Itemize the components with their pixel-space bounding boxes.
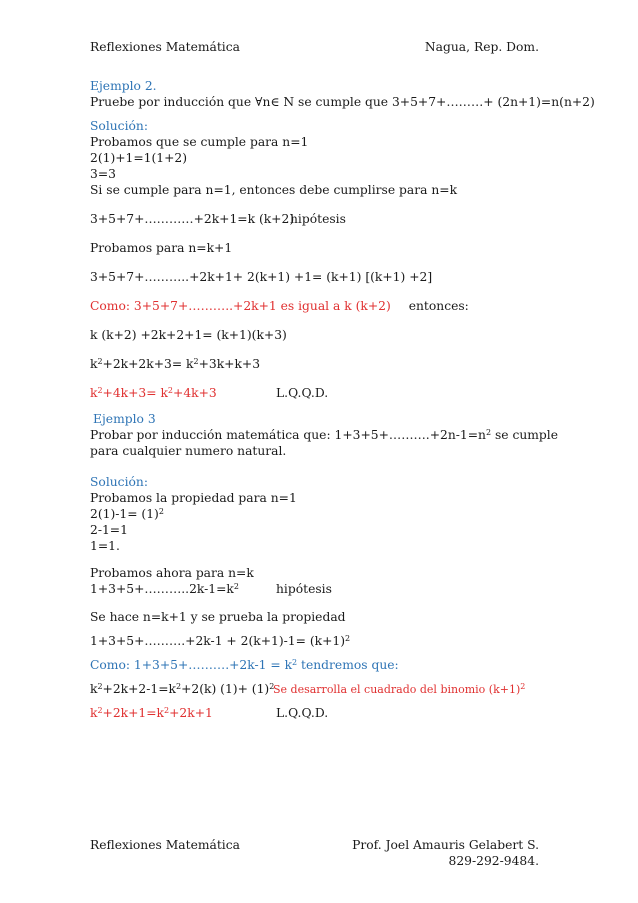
ex2-line9: k (k+2) +2k+2+1= (k+1)(k+3)	[90, 328, 287, 342]
sup: 2	[97, 706, 103, 715]
ex3-l11-c: +2k+1	[169, 706, 213, 720]
ex3-line7: Se hace n=k+1 y se prueba la propiedad	[90, 610, 346, 624]
ex2-title: Ejemplo 2.	[90, 79, 157, 93]
sup: 2	[97, 386, 103, 395]
ex3-line6	[90, 582, 332, 597]
footer-phone: 829-292-9484.	[448, 854, 539, 868]
ex3-note-text: Se desarrolla el cuadrado del binomio (k+1)	[273, 683, 521, 696]
ex3-solution-label: Solución:	[90, 475, 148, 489]
ex2-l10-c: +3k+k+3	[198, 357, 261, 371]
sup: 2	[345, 634, 351, 643]
ex2-line1: Probamos que se cumple para n=1	[90, 135, 309, 149]
ex3-l2-a: 2(1)-1= (1)	[90, 507, 159, 521]
ex3-l8-a: 1+3+5+……….+2k-1 + 2(k+1)-1= (k+1)	[90, 634, 346, 648]
ex3-note	[273, 682, 525, 697]
ex3-l10-a: k	[90, 682, 98, 696]
sup: 2	[176, 682, 182, 691]
ex2-line2: 2(1)+1=1(1+2)	[90, 151, 188, 165]
sup: 2	[233, 582, 239, 591]
ex3-l10-c: +2(k) (1)+ (1)	[181, 682, 270, 696]
ex3-l10-b: +2k+2-1=k	[102, 682, 176, 696]
ex3-line1: Probamos la propiedad para n=1	[90, 491, 297, 505]
sup: 2	[158, 507, 164, 516]
ex3-statement2: para cualquier numero natural.	[90, 444, 287, 458]
ex3-st1-a: Probar por inducción matemática que: 1+3+5+……….+2n-1=n	[90, 428, 486, 442]
ex3-line2	[90, 507, 164, 522]
ex3-l9-b: tendremos que:	[297, 658, 399, 672]
ex2-line6: Probamos para n=k+1	[90, 241, 233, 255]
ex3-l11-b: +2k+1=k	[102, 706, 165, 720]
header-left: Reflexiones Matemática	[90, 40, 240, 54]
ex2-line8-black: entonces:	[408, 299, 469, 313]
sup: 2	[97, 682, 103, 691]
ex3-line4: 1=1.	[90, 539, 120, 553]
footer-author: Prof. Joel Amauris Gelabert S.	[352, 838, 539, 852]
ex2-l10-b: +2k+2k+3= k	[102, 357, 194, 371]
sup: 2	[193, 357, 199, 366]
ex2-l11-a: k	[90, 386, 98, 400]
ex3-hypothesis-label: hipótesis	[276, 582, 332, 596]
ex2-solution-label: Solución:	[90, 119, 148, 133]
ex2-qed: L.Q.Q.D.	[276, 386, 329, 400]
sup: 2	[520, 682, 526, 691]
ex2-hypothesis-label: hipótesis	[290, 212, 346, 226]
ex2-line8	[90, 299, 469, 314]
ex3-title: Ejemplo 3	[93, 412, 156, 426]
ex3-qed: L.Q.Q.D.	[276, 706, 329, 720]
header-right: Nagua, Rep. Dom.	[424, 40, 539, 54]
sup: 2	[485, 428, 492, 437]
ex2-l11-c: +4k+3	[173, 386, 217, 400]
ex3-l9-a: Como: 1+3+5+……….+2k-1 = k	[90, 658, 293, 672]
ex2-line3: 3=3	[90, 167, 116, 181]
ex3-l6-a: 1+3+5+………..2k-1=k	[90, 582, 234, 596]
sup: 2	[269, 682, 275, 691]
ex2-line8-red: Como: 3+5+7+………..+2k+1 es igual a k (k+2)	[90, 299, 391, 313]
ex3-line9	[90, 658, 399, 673]
ex2-line4: Si se cumple para n=1, entonces debe cumplirse para n=k	[90, 183, 458, 197]
sup: 2	[292, 658, 298, 667]
sup: 2	[167, 386, 174, 395]
ex3-statement1	[90, 428, 558, 443]
ex3-line3: 2-1=1	[90, 523, 128, 537]
ex2-l10-a: k	[90, 357, 98, 371]
ex3-st1-b: se cumple	[491, 428, 559, 442]
ex3-l11-a: k	[90, 706, 98, 720]
ex3-line5: Probamos ahora para n=k	[90, 566, 254, 580]
ex2-hypothesis-line	[90, 212, 346, 227]
ex3-line11	[90, 706, 329, 721]
ex2-hypothesis-eq: 3+5+7+…………+2k+1=k (k+2)	[90, 212, 295, 226]
footer-left: Reflexiones Matemática	[90, 838, 240, 852]
ex2-line7: 3+5+7+………..+2k+1+ 2(k+1) +1= (k+1) [(k+1) +2]	[90, 270, 433, 284]
ex3-line10	[90, 682, 526, 697]
ex2-l11-b: +4k+3= k	[102, 386, 168, 400]
ex2-statement: Pruebe por inducción que ∀n∈ N se cumple que 3+5+7+………+ (2n+1)=n(n+2)	[90, 95, 595, 109]
sup: 2	[97, 357, 103, 366]
sup: 2	[164, 706, 170, 715]
ex3-line8	[90, 634, 350, 649]
ex2-line11	[90, 386, 329, 401]
ex2-line10	[90, 357, 260, 372]
